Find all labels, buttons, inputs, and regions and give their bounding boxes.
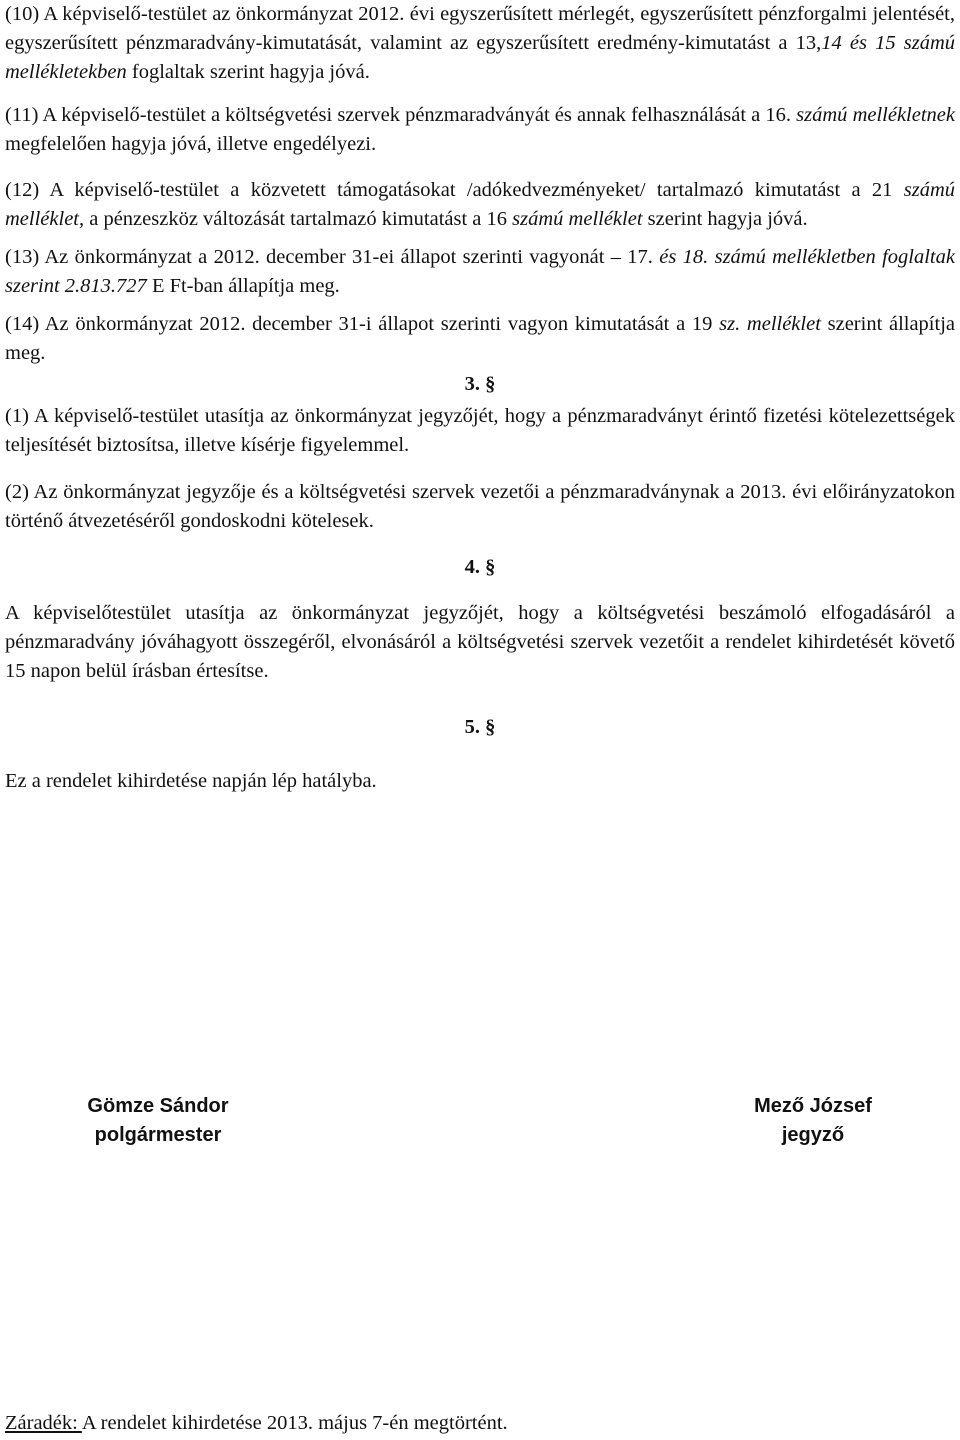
section-3-paragraph-2: (2) Az önkormányzat jegyzője és a költségvetési szervek vezetői a pénzmaradványnak a 2013. évi előirányzatokon történő átvezetéséről gondoskodni kötelesek. <box>5 481 955 532</box>
signature-mayor <box>78 1092 238 1150</box>
paragraph-10-text: (10) A képviselő-testület az önkormányzat 2012. évi egyszerűsített mérlegét, egyszerűsített pénzforgalmi jelentését, egyszerűsített pénzmaradvány-kimutatását, valamint az egyszerűsített eredmény-kimutatást a 13, <box>5 3 955 54</box>
section-5-paragraph: Ez a rendelet kihirdetése napján lép hatályba. <box>5 770 377 792</box>
paragraph-10 <box>5 0 955 87</box>
paragraph-14 <box>5 310 955 368</box>
section-3-heading: 3. § <box>464 373 496 395</box>
section-4-paragraph: A képviselőtestület utasítja az önkormányzat jegyzőjét, hogy a költségvetési beszámoló elfogadásáról a pénzmaradvány jóváhagyott összegéről, elvonásáról a költségvetési szervek vezetőit a rendelet kihirdetését követő 15 napon belül írásban értesítse. <box>5 602 955 682</box>
signature-notary-title: jegyző <box>781 1124 845 1146</box>
paragraph-11-italic: számú mellékletnek <box>796 104 955 126</box>
document-page <box>5 0 955 796</box>
paragraph-12 <box>5 176 955 234</box>
paragraph-12-italic-2: számú melléklet <box>512 208 643 230</box>
signature-notary <box>743 1092 883 1150</box>
section-3-paragraph-1: (1) A képviselő-testület utasítja az önkormányzat jegyzőjét, hogy a pénzmaradványt érintő fizetési kötelezettségek teljesítését biztosítsa, illetve kísérje figyelemmel. <box>5 405 955 456</box>
clause <box>5 1409 508 1438</box>
section-5-heading: 5. § <box>464 716 496 738</box>
paragraph-14-text-end: szerint állapítja meg. <box>5 313 955 364</box>
paragraph-13-text: (13) Az önkormányzat a 2012. december 31-ei állapot szerinti vagyonát – 17. <box>5 246 660 268</box>
paragraph-12-text-end: szerint hagyja jóvá. <box>642 208 808 230</box>
clause-text: A rendelet kihirdetése 2013. május 7-én megtörtént. <box>81 1412 508 1434</box>
section-4-heading: 4. § <box>464 556 496 578</box>
paragraph-13-text-end: E Ft-ban állapítja meg. <box>146 275 340 297</box>
paragraph-12-text-mid: a pénzeszköz változását tartalmazó kimutatást a 16 <box>84 208 513 230</box>
paragraph-12-italic-1: számú melléklet, <box>5 179 955 230</box>
paragraph-11 <box>5 101 955 159</box>
signature-mayor-title: polgármester <box>94 1124 222 1146</box>
paragraph-13 <box>5 243 955 301</box>
paragraph-14-italic: sz. melléklet <box>719 313 821 335</box>
paragraph-10-italic: 14 és 15 számú mellékletekben <box>5 32 955 83</box>
signature-notary-name: Mező József <box>754 1095 872 1117</box>
paragraph-13-italic: és 18. számú mellékletben foglaltak szerint 2.813.727 <box>5 246 955 297</box>
paragraph-12-text: (12) A képviselő-testület a közvetett támogatásokat /adókedvezményeket/ tartalmazó kimutatást a 21 <box>5 179 904 201</box>
clause-label: Záradék: <box>5 1412 82 1434</box>
signature-mayor-name: Gömze Sándor <box>87 1095 229 1117</box>
paragraph-14-text: (14) Az önkormányzat 2012. december 31-i állapot szerinti vagyon kimutatását a 19 <box>5 313 720 335</box>
paragraph-11-text: (11) A képviselő-testület a költségvetési szervek pénzmaradványát és annak felhasználását a 16. <box>5 104 797 126</box>
paragraph-10-text-end: foglaltak szerint hagyja jóvá. <box>126 61 370 83</box>
paragraph-11-text-end: megfelelően hagyja jóvá, illetve engedélyezi. <box>5 133 377 155</box>
